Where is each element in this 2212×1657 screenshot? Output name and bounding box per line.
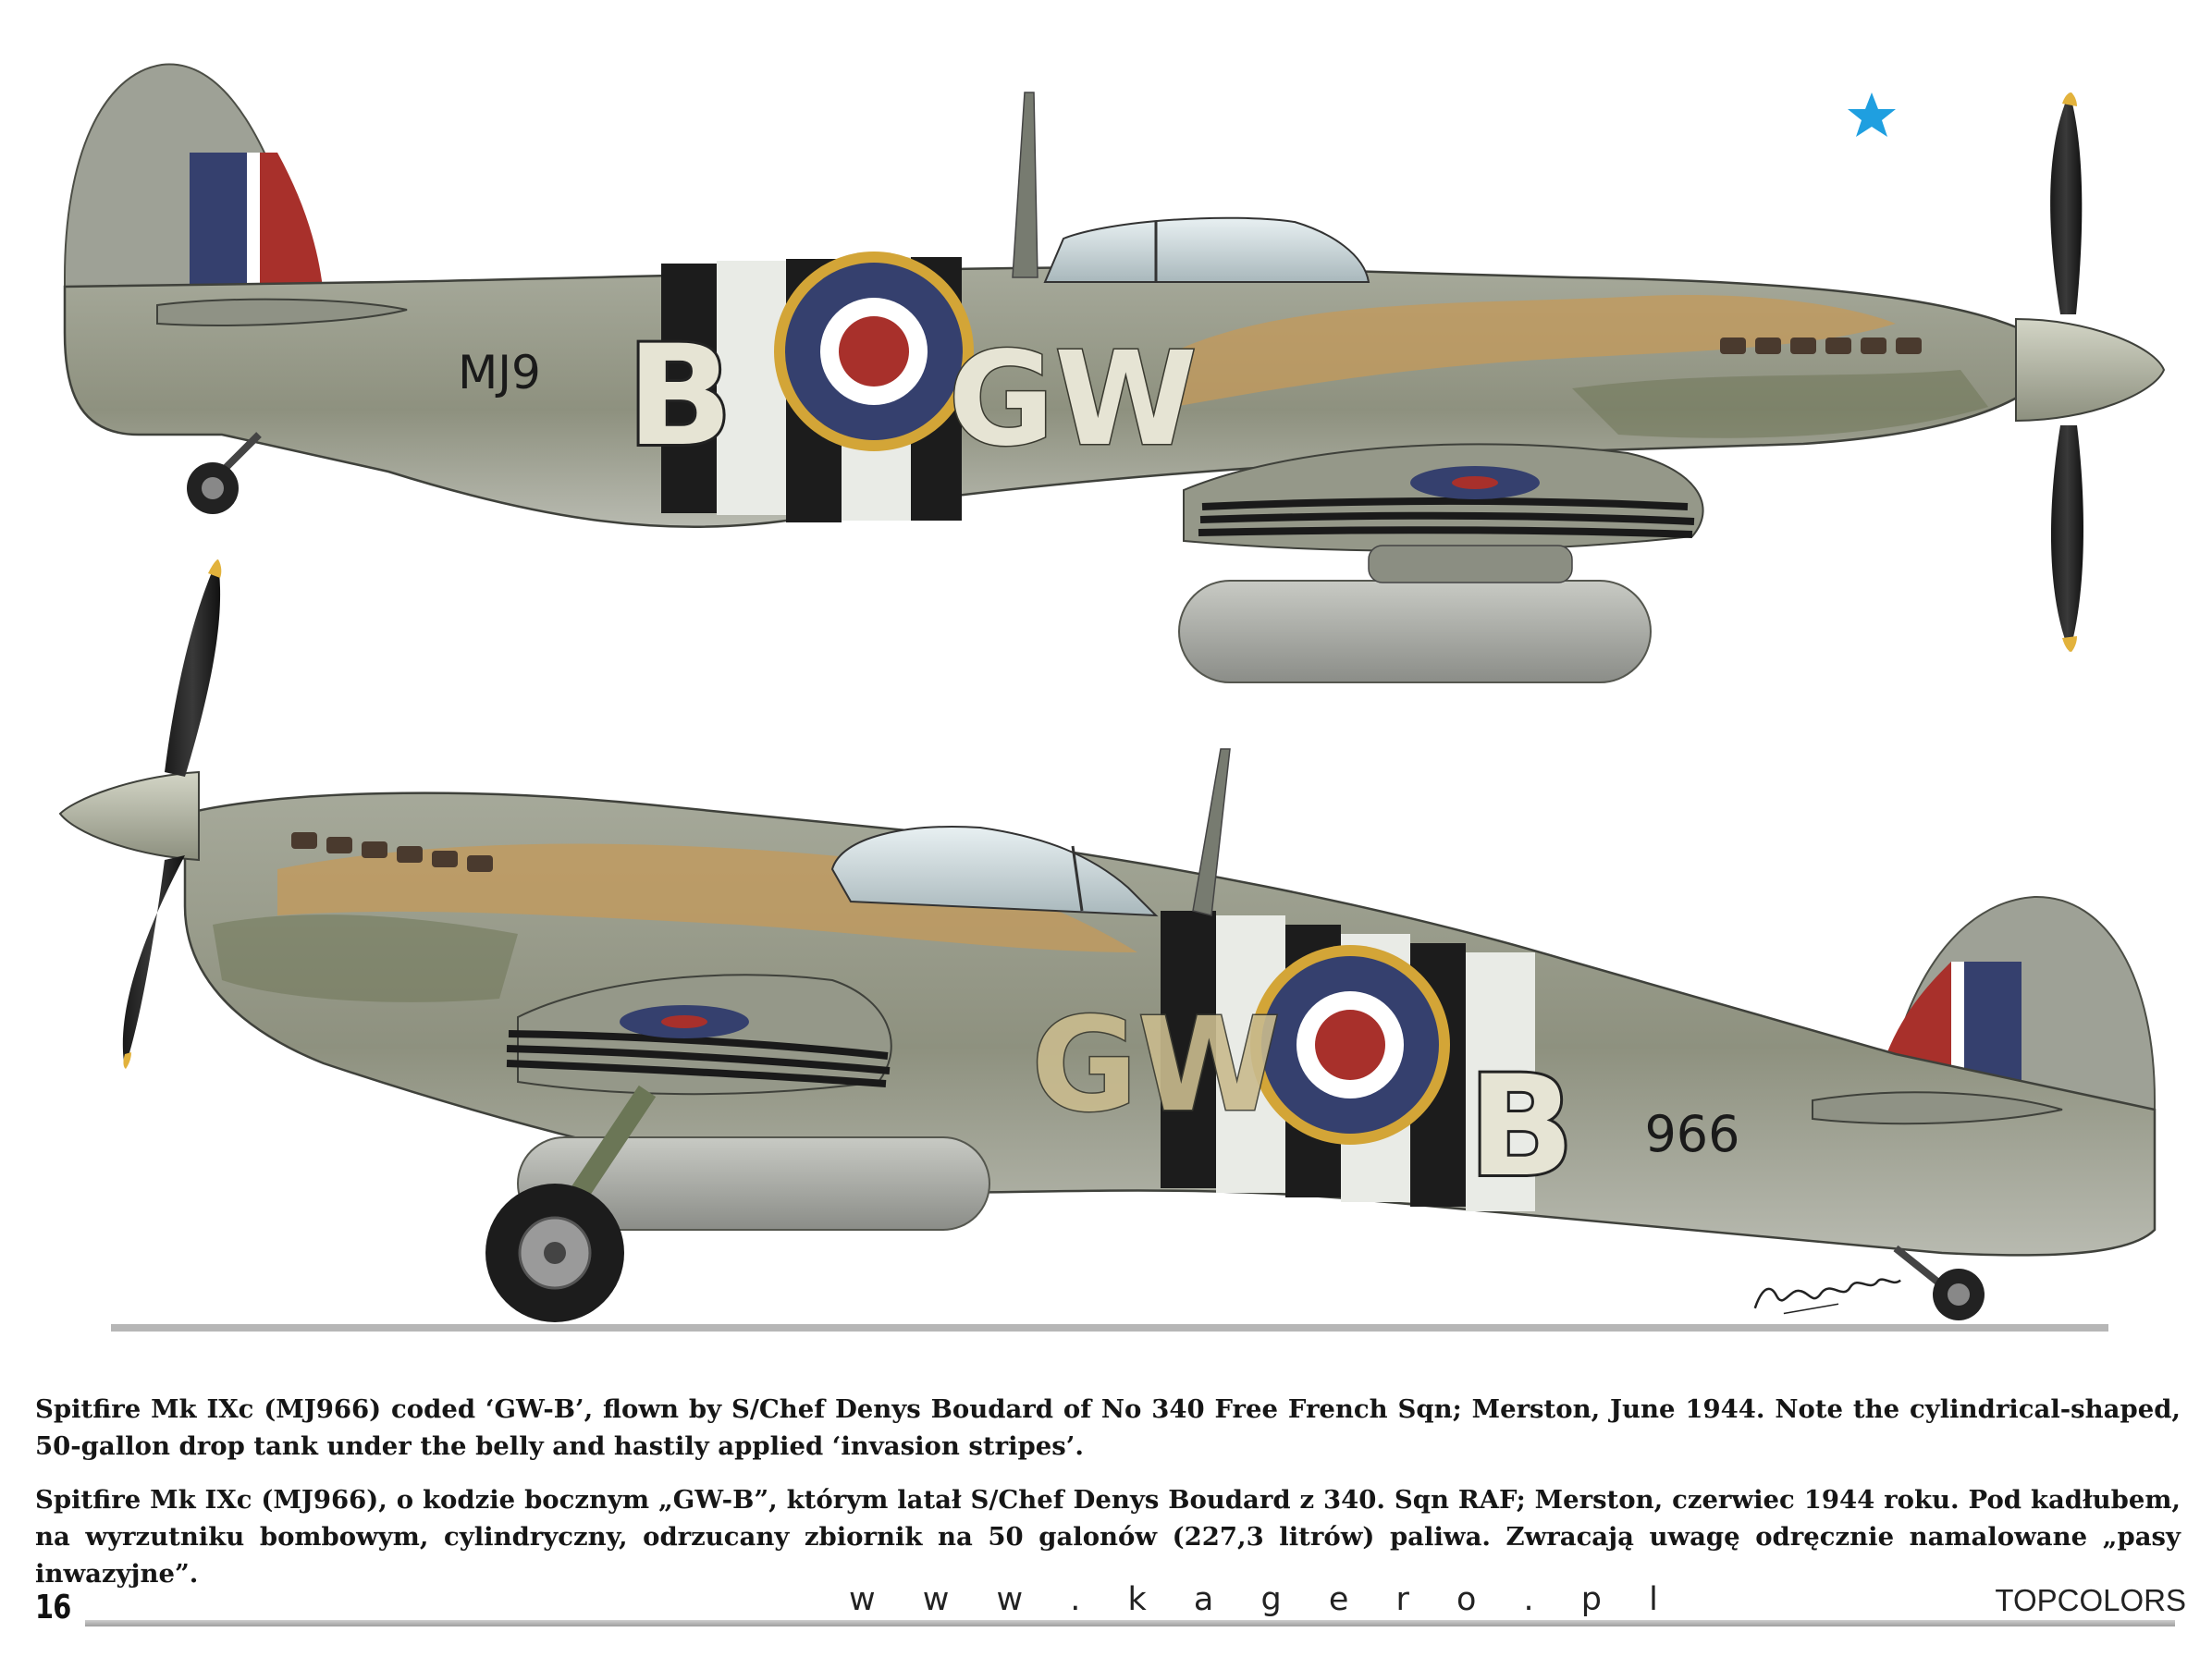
upper-radiator bbox=[1369, 546, 1572, 583]
upper-fin-flash-blue bbox=[190, 153, 247, 296]
upper-code-right: GW bbox=[948, 325, 1198, 475]
lower-propeller-blade-top bbox=[165, 559, 220, 777]
lower-fuselage-roundel-red bbox=[1315, 1010, 1385, 1080]
ground-shadow bbox=[111, 1324, 2108, 1332]
page-number: 16 bbox=[35, 1589, 71, 1626]
upper-propeller-blade-top bbox=[2050, 92, 2082, 314]
lower-serial: 966 bbox=[1644, 1105, 1740, 1163]
lower-green-patch bbox=[213, 914, 518, 1002]
upper-blue-star-mark bbox=[1848, 92, 1896, 137]
upper-propeller-blade-bottom bbox=[2051, 425, 2083, 652]
upper-fin-flash-white bbox=[247, 153, 260, 296]
lower-canopy bbox=[832, 827, 1156, 915]
footer-rule bbox=[85, 1620, 2175, 1626]
lower-spinner bbox=[60, 772, 199, 860]
upper-code-left: B bbox=[626, 316, 733, 477]
upper-spinner bbox=[2016, 319, 2164, 421]
upper-canopy bbox=[1045, 218, 1369, 282]
lower-propeller-blade-bottom bbox=[123, 855, 185, 1068]
lower-code-left: GW bbox=[1031, 990, 1281, 1141]
lower-code-right: B bbox=[1468, 1047, 1575, 1208]
upper-aerial-mast bbox=[1013, 92, 1038, 277]
caption-english: Spitfire Mk IXc (MJ966) coded ‘GW-B’, flown by S/Chef Denys Boudard of No 340 Free French Sqn; Merston, June 1944. Note the cylindrical-shaped, 50-gallon drop tank under the belly and hastily applied ‘invasion stripes’. bbox=[35, 1394, 2181, 1461]
upper-fin-flash-red bbox=[260, 153, 324, 296]
artist-signature bbox=[1752, 1270, 1902, 1318]
upper-fuselage-roundel-red bbox=[839, 316, 909, 387]
upper-drop-tank bbox=[1179, 581, 1651, 682]
upper-serial: MJ9 bbox=[458, 346, 541, 399]
website-url: w w w . k a g e r o . p l bbox=[849, 1581, 1677, 1618]
caption-polish: Spitfire Mk IXc (MJ966), o kodzie bocznym „GW-B”, którym latał S/Chef Denys Boudard z 340. Sqn RAF; Merston, czerwiec 1944 roku. Pod kadłubem, na wyrzutniku bombowym, cylindryczny, odrzucany zbiornik na 50 galonów (227,3 litrów) paliwa. Zwracają uwagę odręcznie namalowane „pasy inwazyjne”. bbox=[35, 1485, 2181, 1589]
series-title: TOPCOLORS bbox=[1995, 1583, 2186, 1617]
lower-aircraft-profile bbox=[60, 559, 2155, 1332]
